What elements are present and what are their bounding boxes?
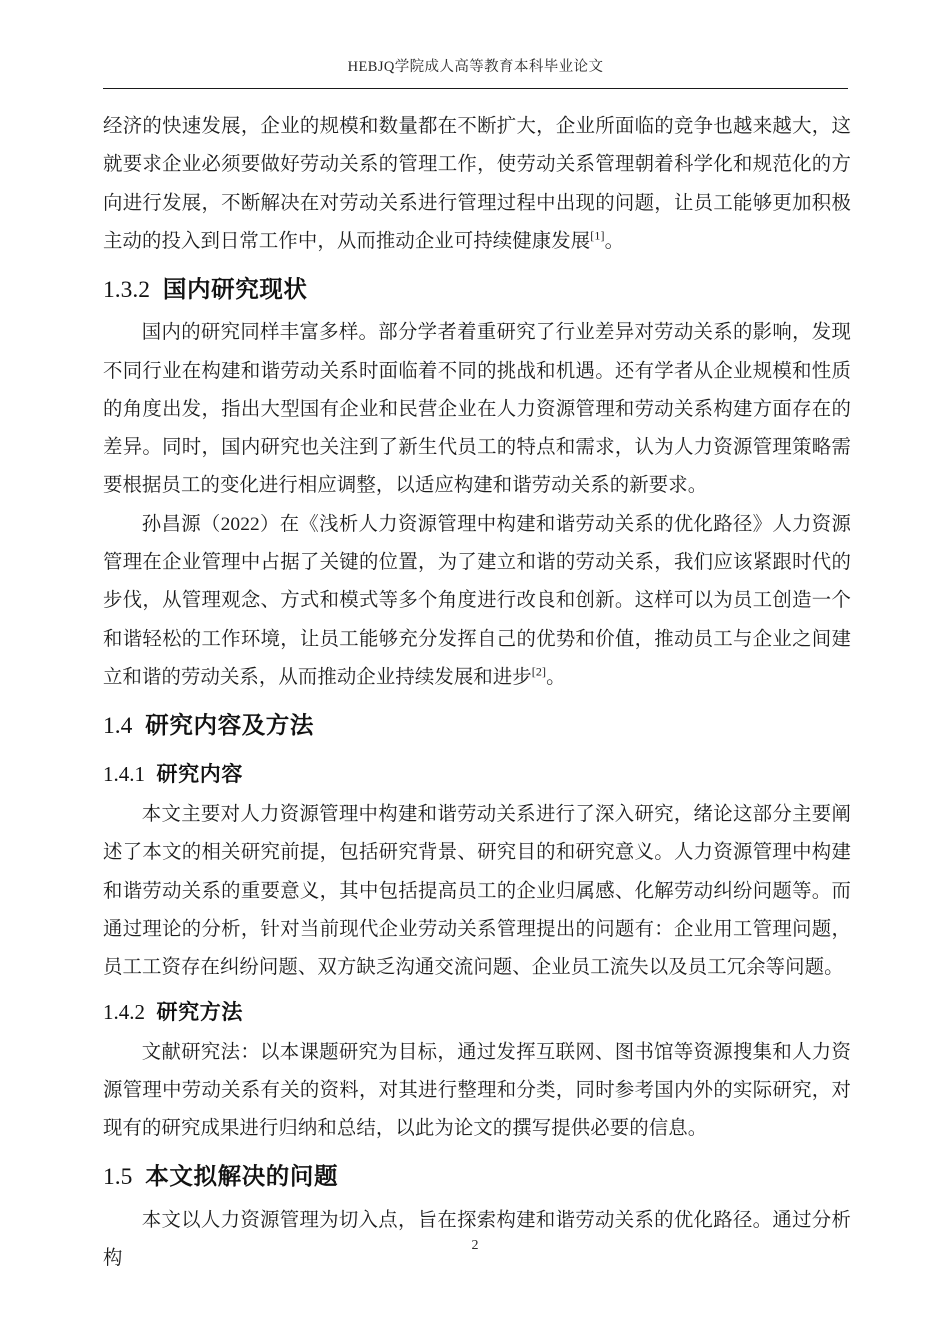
heading-1-5 xyxy=(103,1148,851,1201)
heading-1-3-2-number: 1.3.2 xyxy=(103,277,150,304)
paragraph-sun-changyuan xyxy=(103,506,851,697)
paragraph-continuation-tail: 。 xyxy=(604,230,625,252)
heading-1-3-2-label: 国内研究现状 xyxy=(162,275,308,304)
header-title: HEBJQ学院成人高等教育本科毕业论文 xyxy=(347,59,604,75)
reference-marker-2: [2] xyxy=(531,664,547,679)
paragraph-continuation xyxy=(103,108,851,261)
heading-1-4-2 xyxy=(103,988,851,1034)
heading-1-5-label: 本文拟解决的问题 xyxy=(145,1162,339,1191)
heading-1-5-number: 1.5 xyxy=(103,1164,133,1191)
paragraph-domestic-research: 国内的研究同样丰富多样。部分学者着重研究了行业差异对劳动关系的影响，发现不同行业在构建和谐劳动关系时面临着不同的挑战和机遇。还有学者从企业规模和性质的角度出发，指出大型国有企业和民营企业在人力资源管理和劳动关系构建方面存在的差异。同时，国内研究也关注到了新生代员工的特点和需求，认为人力资源管理策略需要根据员工的变化进行相应调整，以适应构建和谐劳动关系的新要求。 xyxy=(103,322,851,497)
page-header xyxy=(0,0,950,94)
page-footer xyxy=(0,1236,950,1254)
paragraph-sun-changyuan-tail: 。 xyxy=(546,666,566,688)
paragraph-sun-changyuan-text: 孙昌源（2022）在《浅析人力资源管理中构建和谐劳动关系的优化路径》人力资源管理在企业管理中占据了关键的位置，为了建立和谐的劳动关系，我们应该紧跟时代的步伐，从管理观念、方式和模式等多个角度进行改良和创新。这样可以为员工创造一个和谐轻松的工作环境，让员工能够充分发挥自己的优势和价值，推动员工与企业之间建立和谐的劳动关系，从而推动企业持续发展和进步 xyxy=(103,513,851,688)
document-body xyxy=(103,108,851,1278)
heading-1-4-2-number: 1.4.2 xyxy=(103,999,145,1024)
reference-marker-1: [1] xyxy=(590,228,605,243)
heading-1-4-label: 研究内容及方法 xyxy=(145,711,314,740)
paragraph-continuation-text: 经济的快速发展，企业的规模和数量都在不断扩大，企业所面临的竞争也越来越大，这就要求企业必须要做好劳动关系的管理工作，使劳动关系管理朝着科学化和规范化的方向进行发展，不断解决在对劳动关系进行管理过程中出现的问题，让员工能够更加积极主动的投入到日常工作中，从而推动企业可持续健康发展 xyxy=(103,116,851,252)
paragraph-problems-to-solve: 本文以人力资源管理为切入点，旨在探索构建和谐劳动关系的优化路径。通过分析构 xyxy=(103,1209,851,1269)
heading-1-3-2 xyxy=(103,261,851,314)
paragraph-research-content: 本文主要对人力资源管理中构建和谐劳动关系进行了深入研究，绪论这部分主要阐述了本文的相关研究前提，包括研究背景、研究目的和研究意义。人力资源管理中构建和谐劳动关系的重要意义，其中包括提高员工的企业归属感、化解劳动纠纷问题等。而通过理论的分析，针对当前现代企业劳动关系管理提出的问题有：企业用工管理问题，员工工资存在纠纷问题、双方缺乏沟通交流问题、企业员工流失以及员工冗余等问题。 xyxy=(103,804,851,979)
heading-1-4-1 xyxy=(103,750,851,796)
heading-1-4-2-label: 研究方法 xyxy=(156,999,243,1024)
heading-1-4 xyxy=(103,697,851,750)
paragraph-research-method: 文献研究法：以本课题研究为目标，通过发挥互联网、图书馆等资源搜集和人力资源管理中劳动关系有关的资料，对其进行整理和分类，同时参考国内外的实际研究，对现有的研究成果进行归纳和总结，以此为论文的撰写提供必要的信息。 xyxy=(103,1041,851,1140)
heading-1-4-1-number: 1.4.1 xyxy=(103,762,145,787)
header-rule-divider xyxy=(103,88,848,89)
heading-1-4-number: 1.4 xyxy=(103,713,133,740)
heading-1-4-1-label: 研究内容 xyxy=(156,762,243,787)
page-number: 2 xyxy=(471,1238,479,1253)
